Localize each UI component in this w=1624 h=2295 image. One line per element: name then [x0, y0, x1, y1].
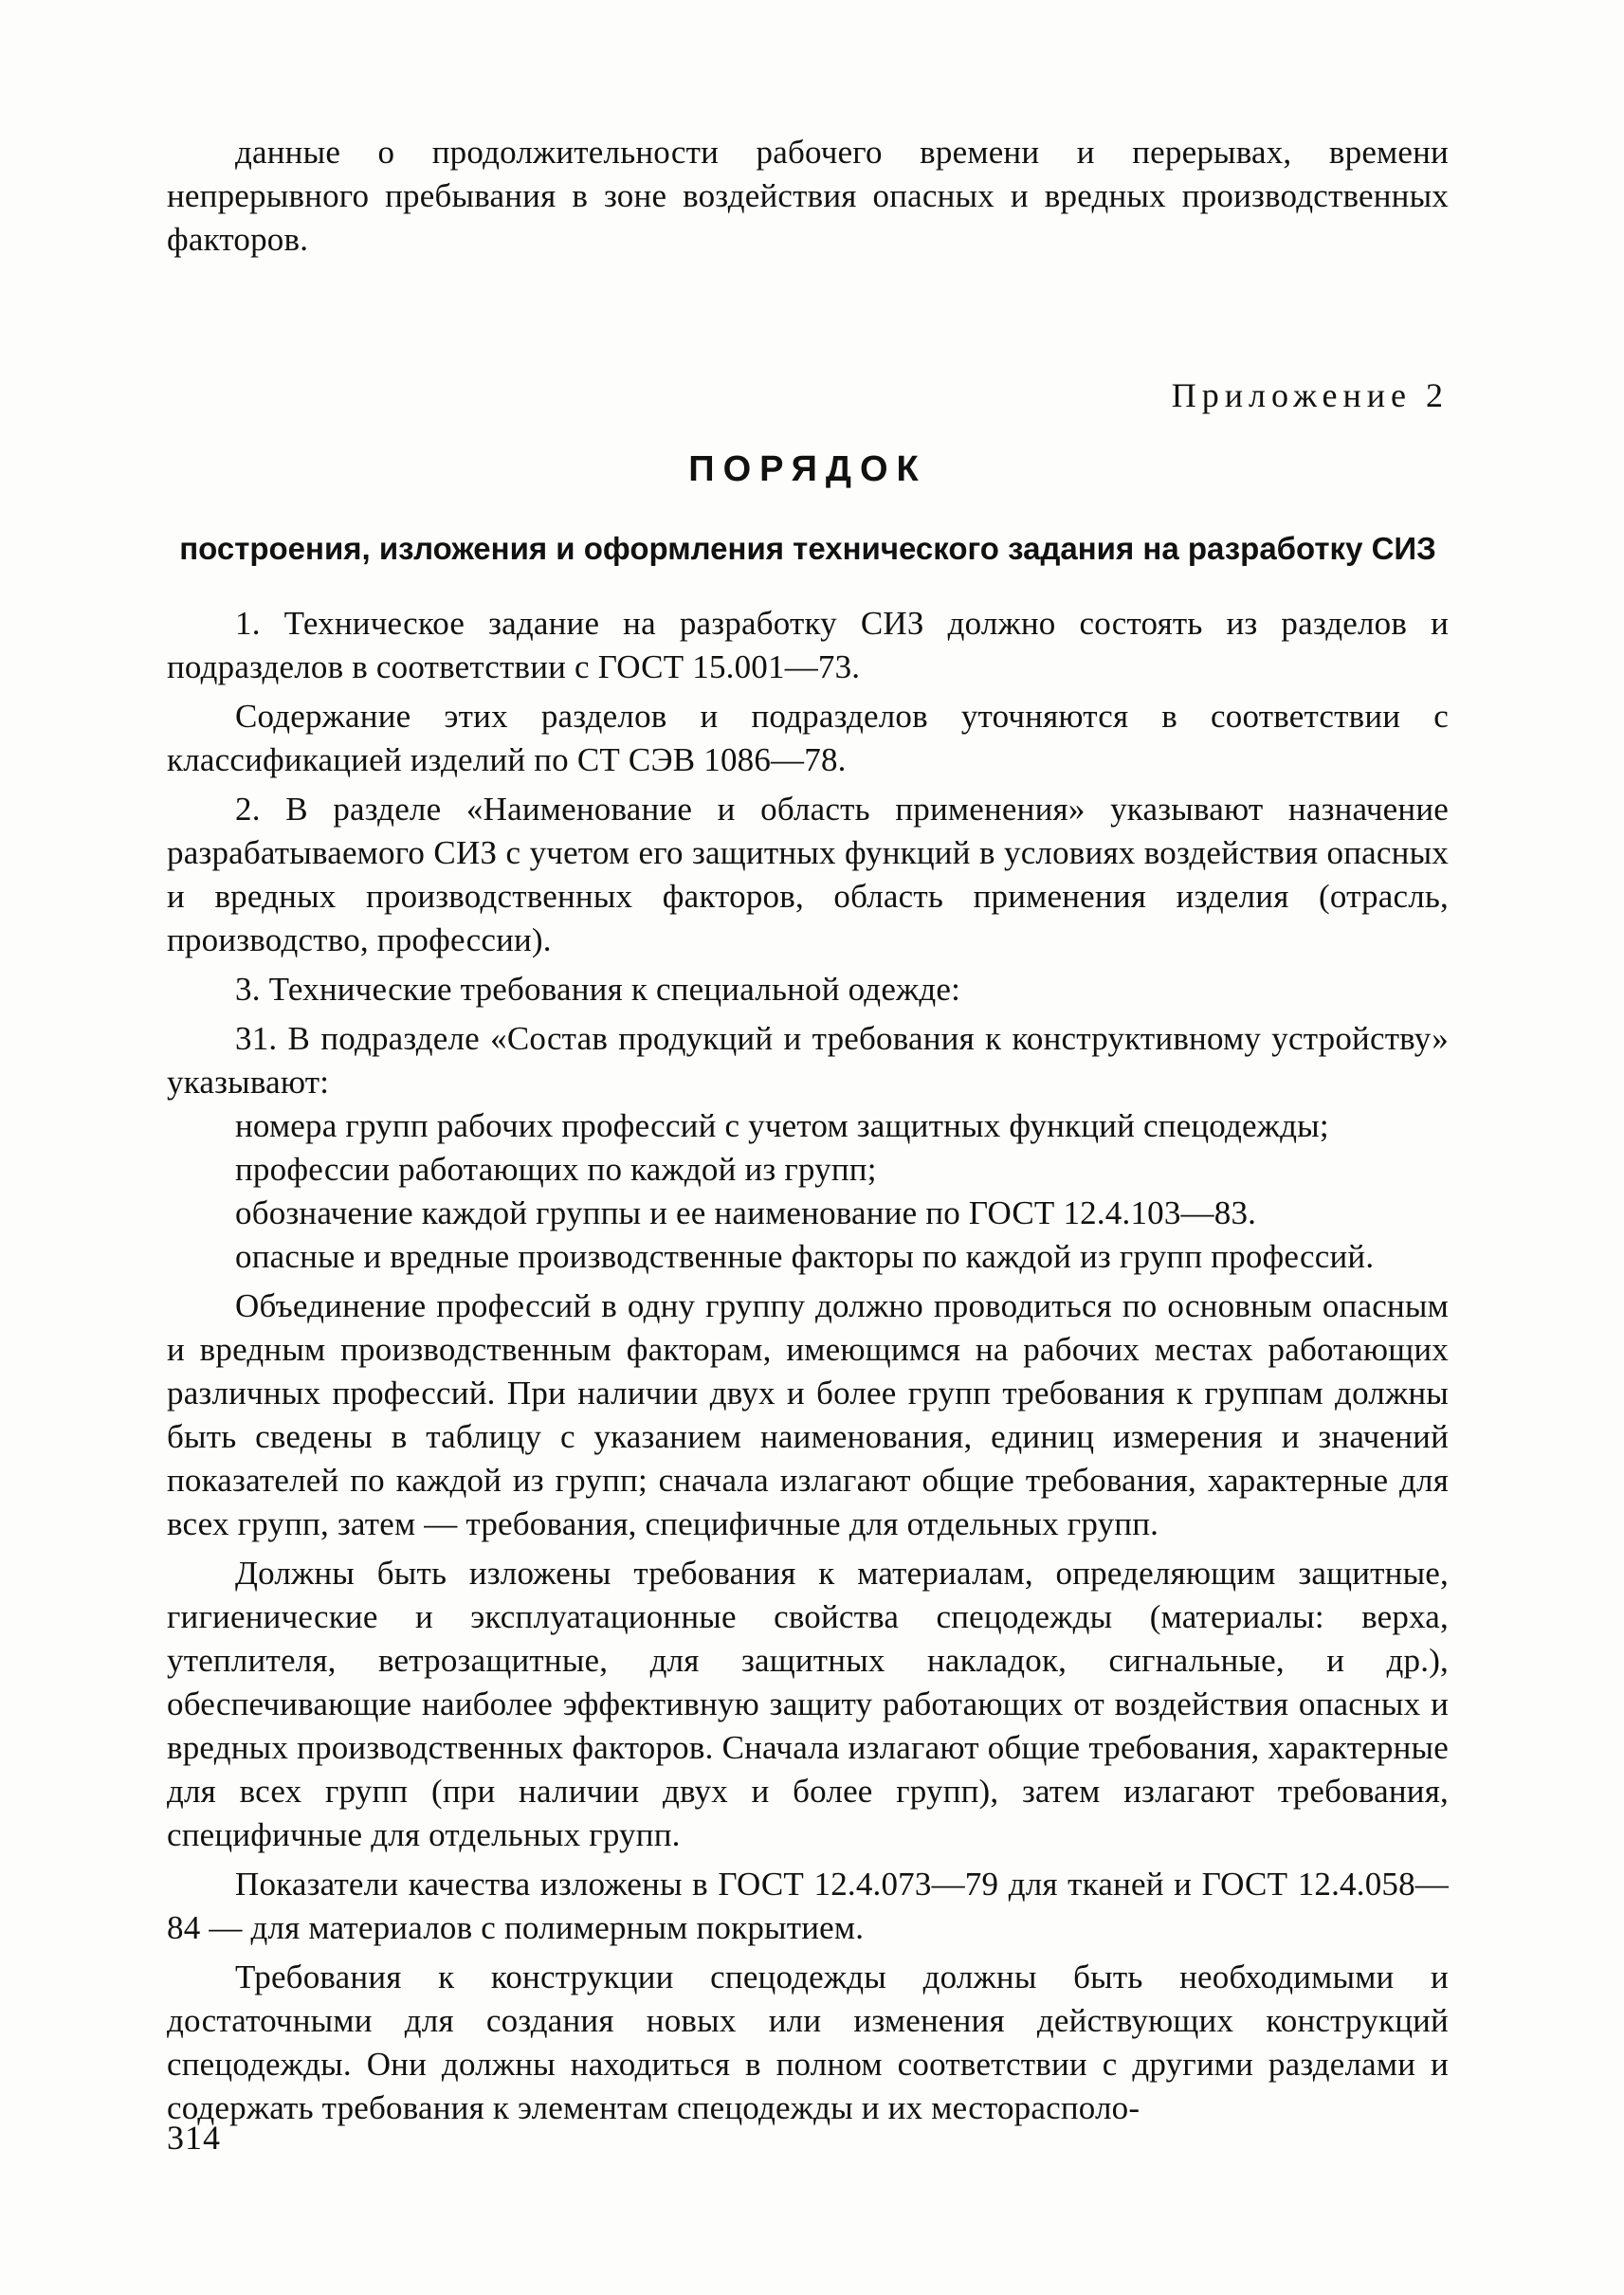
paragraph-quality-indicators: Показатели качества изложены в ГОСТ 12.4.073—79 для тканей и ГОСТ 12.4.058—84 — для материалов с полимерным покрытием. [167, 1866, 1449, 1946]
list-item-group-designation: обозначение каждой группы и ее наименование по ГОСТ 12.4.103—83. [235, 1194, 1257, 1231]
paragraph-item-3: 3. Технические требования к специальной одежде: [235, 971, 961, 1008]
paragraph-materials-requirements: Должны быть изложены требования к материалам, определяющим защитные, гигиенические и эксплуатационные свойства спецодежды (материалы: верха, утеплителя, ветрозащитные, для защитных накладок, сигнальные, и др.), обеспечивающие наиболее эффективную защиту работающих от воздействия опасных и вредных производственных факторов. Сначала излагают общие требования, характерные для всех групп (при наличии двух и более групп), затем излагают требования, специфичные для отдельных групп. [167, 1555, 1449, 1853]
page-content [167, 131, 1449, 2130]
paragraph-design-requirements: Требования к конструкции спецодежды должны быть необходимыми и достаточными для создания новых или изменения действующих конструкций спецодежды. Они должны находиться в полном соответствии с другими разделами и содержать требования к элементам спецодежды и их месторасполо- [167, 1958, 1449, 2126]
intro-paragraph: данные о продолжительности рабочего времени и перерывах, времени непрерывного пребывания в зоне воздействия опасных и вредных производственных факторов. [167, 134, 1449, 258]
list-item-profession-group-numbers: номера групп рабочих профессий с учетом защитных функций спецодежды; [235, 1107, 1329, 1144]
paragraph-item-1: 1. Техническое задание на разработку СИЗ должно состоять из разделов и подразделов в соответствии с ГОСТ 15.001—73. [167, 605, 1449, 685]
document-title: ПОРЯДОК [688, 449, 927, 489]
list-item-hazard-factors: опасные и вредные производственные факторы по каждой из групп профессий. [235, 1238, 1375, 1275]
paragraph-contents-clarification: Содержание этих разделов и подразделов уточняются в соответствии с классификацией изделий по СТ СЭВ 1086—78. [167, 698, 1449, 778]
paragraph-item-2: 2. В разделе «Наименование и область применения» указывают назначение разрабатываемого СИЗ с учетом его защитных функций в условиях воздействия опасных и вредных производственных факторов, область применения изделия (отрасль, производство, профессии). [167, 791, 1449, 958]
paragraph-item-3-1: 31. В подразделе «Состав продукций и требования к конструктивному устройству» указывают: [167, 1020, 1449, 1101]
list-item-professions: профессии работающих по каждой из групп; [235, 1151, 877, 1188]
appendix-label: Приложение 2 [1171, 376, 1449, 414]
document-subtitle: построения, изложения и оформления технического задания на разработку СИЗ [179, 531, 1436, 566]
page-number: 314 [167, 2119, 221, 2157]
paragraph-grouping-professions: Объединение профессий в одну группу должно проводиться по основным опасным и вредным производственным факторам, имеющимся на рабочих местах работающих различных профессий. При наличии двух и более групп требования к группам должны быть сведены в таблицу с указанием наименования, единиц измерения и значений показателей по каждой из групп; сначала излагают общие требования, характерные для всех групп, затем — требования, специфичные для отдельных групп. [167, 1287, 1449, 1542]
